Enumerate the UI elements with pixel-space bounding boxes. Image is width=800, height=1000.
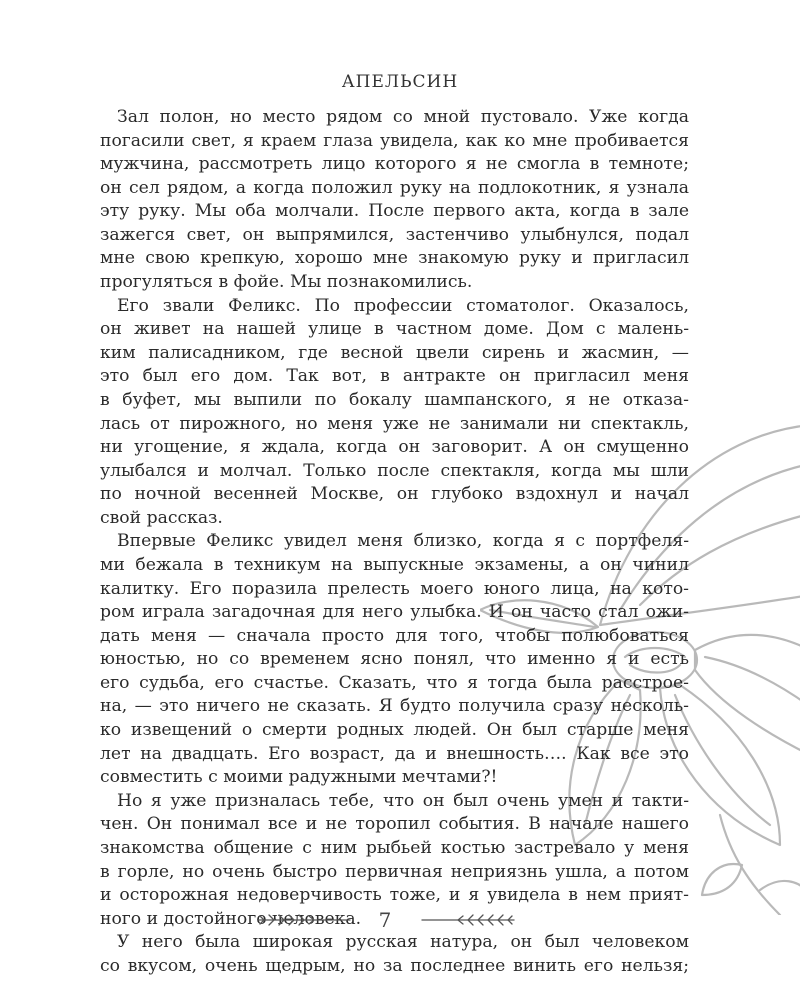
text-line: это был его дом. Так вот, в антракте он пригласил меня (100, 366, 689, 387)
text-line: лет на двадцать. Его возраст, да и внешность…. Как все это (100, 743, 689, 764)
text-line: зажегся свет, он выпрямился, застенчиво улыбнулся, подал (100, 224, 689, 245)
text-line: калитку. Его поразила прелесть моего юного лица, на кото- (100, 578, 689, 599)
text-line: лась от пирожного, но меня уже не занимали ни спектакль, (100, 413, 689, 434)
text-line: ким палисадником, где весной цвели сирень и жасмин, — (100, 342, 689, 363)
right-sprig-ornament-icon (420, 912, 516, 928)
text-line: улыбался и молчал. Только после спектакля, когда мы шли (100, 460, 689, 481)
text-line: ни угощение, я ждала, когда он заговорит. А он смущенно (100, 437, 689, 458)
text-line: мне свою крепкую, хорошо мне знакомую руку и пригласил (100, 248, 689, 269)
text-line: ко извещений о смерти родных людей. Он был старше меня (100, 720, 689, 741)
text-line: прогуляться в фойе. Мы познакомились. (100, 272, 473, 293)
flower-petal-right (695, 635, 800, 755)
text-line: со вкусом, очень щедрым, но за последнее винить его нельзя; (100, 955, 689, 976)
text-line: знакомства общение с ним рыбьей костью застревало у меня (100, 837, 689, 858)
text-line: Зал полон, но место рядом со мной пустовало. Уже когда (117, 107, 689, 127)
body-text (100, 106, 689, 978)
text-line: по ночной весенней Москве, он глубоко вздохнул и начал (100, 484, 689, 505)
text-line: в буфет, мы выпили по бокалу шампанского, я не отказа- (100, 389, 689, 410)
text-line: свой рассказ. (100, 507, 223, 528)
text-line: чен. Он понимал все и не торопил события. В начале нашего (100, 814, 689, 835)
text-line: погасили свет, я краем глаза увидела, как ко мне пробивается (100, 130, 689, 151)
text-line: дать меня — сначала просто для того, чтобы полюбоваться (100, 625, 689, 646)
text-line: он сел рядом, а когда положил руку на подлокотник, я узнала (100, 177, 689, 198)
running-head: АПЕЛЬСИН (341, 72, 459, 92)
text-line: Впервые Феликс увидел меня близко, когда я с портфеля- (117, 531, 689, 552)
page-footer (0, 906, 800, 936)
text-line: эту руку. Мы оба молчали. После первого акта, когда в зале (100, 201, 689, 222)
text-line: он живет на нашей улице в частном доме. Дом с малень- (100, 319, 689, 340)
text-line: юностью, но со временем ясно понял, что именно я и есть (100, 649, 689, 670)
text-line: Его звали Феликс. По профессии стоматолог. Оказалось, (117, 295, 689, 316)
text-line: ми бежала в техникум на выпускные экзамены, а он чинил (100, 554, 689, 575)
page-number: 7 (378, 908, 392, 932)
text-line: совместить с моими радужными мечтами?! (100, 767, 498, 788)
text-line: на, — это ничего не сказать. Я будто получила сразу несколь- (100, 696, 689, 717)
text-line: ного и достойного человека. (100, 908, 362, 929)
text-line: мужчина, рассмотреть лицо которого я не смогла в темноте; (100, 154, 689, 175)
left-sprig-ornament-icon (256, 912, 352, 928)
text-line: ром играла загадочная для него улыбка. И он часто стал ожи- (100, 602, 689, 623)
text-line: У него была широкая русская натура, он был человеком (117, 932, 689, 953)
text-line: Но я уже призналась тебе, что он был очень умен и такти- (117, 790, 689, 811)
text-line: его судьба, его счастье. Сказать, что я тогда была расстрое- (100, 672, 689, 693)
text-line: в горле, но очень быстро первичная неприязнь ушла, а потом (100, 861, 689, 882)
text-line: и осторожная недоверчивость тоже, и я увидела в нем прият- (100, 885, 689, 906)
